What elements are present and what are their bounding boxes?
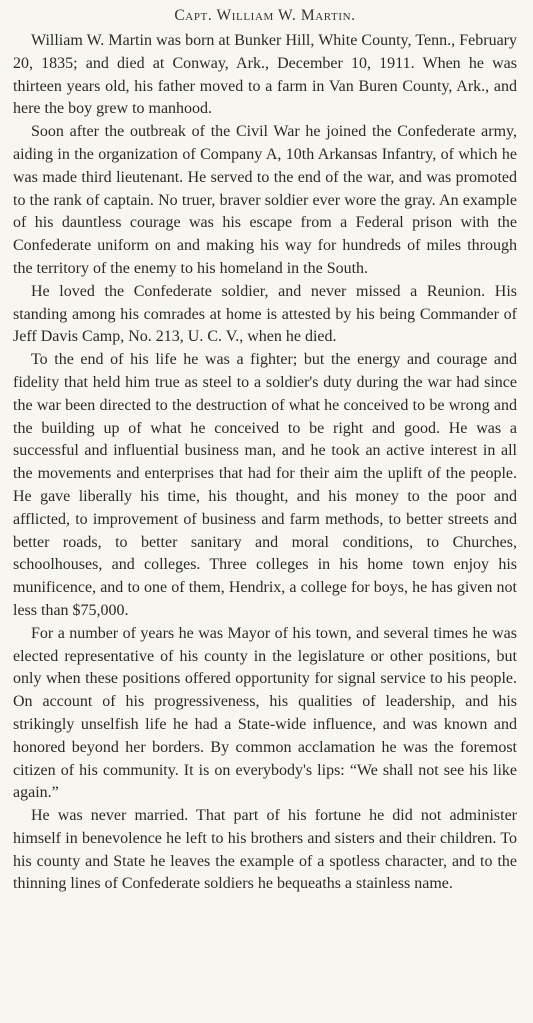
paragraph-legacy: He was never married. That part of his fortune he did not administer himself in benevolence he left to his brothers and sisters and their children. To his county and State he leaves the example of a spotless character, and to the thinning lines of Confederate soldiers he bequeaths a stainless name. bbox=[13, 807, 517, 893]
article-title: Capt. William W. Martin. bbox=[174, 7, 356, 24]
paragraph-reunion: He loved the Confederate soldier, and never missed a Reunion. His standing among his comrades at home is attested by his being Commander of Jeff Davis Camp, No. 213, U. C. V., when he died. bbox=[13, 282, 517, 346]
paragraph-mayor: For a number of years he was Mayor of his town, and several times he was elected representative of his county in the legislature or other positions, but only when these positions offered opportunity for signal service to his people. On account of his progressiveness, his qualities of leadership, and his strikingly unselfish life he had a State-wide influence, and was known and honored beyond her borders. By common acclamation he was the foremost citizen of his community. It is on everybody's lips: “We shall not see his like again.” bbox=[13, 624, 517, 802]
paragraph-war-service: Soon after the outbreak of the Civil War he joined the Confederate army, aiding in the organization of Company A, 10th Arkansas Infantry, of which he was made third lieutenant. He served to the end of the war, and was promoted to the rank of captain. No truer, braver soldier ever wore the gray. An example of his dauntless courage was his escape from a Federal prison with the Confederate uniform on and making his way for hundreds of miles through the territory of the enemy to his homeland in the South. bbox=[13, 123, 517, 277]
paragraph-birth: William W. Martin was born at Bunker Hill, White County, Tenn., February 20, 1835; and died at Conway, Ark., December 10, 1911. When he was thirteen years old, his father moved to a farm in Van Buren County, Ark., and here the boy grew to manhood. bbox=[13, 32, 517, 118]
paragraph-civic-life: To the end of his life he was a fighter; but the energy and courage and fidelity that held him true as steel to a soldier's duty during the war had since the war been directed to the destruction of what he conceived to be wrong and the building up of what he conceived to be right and good. He was a successful and influential business man, and he took an active interest in all the movements and enterprises that had for their aim the uplift of the people. He gave liberally his time, his thought, and his money to the poor and afflicted, to improvement of business and farm methods, to better streets and better roads, to better sanitary and moral conditions, to Churches, schoolhouses, and colleges. Three colleges in his home town enjoy his munificence, and to one of them, Hendrix, a college for boys, he has given not less than $75,000. bbox=[13, 351, 517, 619]
